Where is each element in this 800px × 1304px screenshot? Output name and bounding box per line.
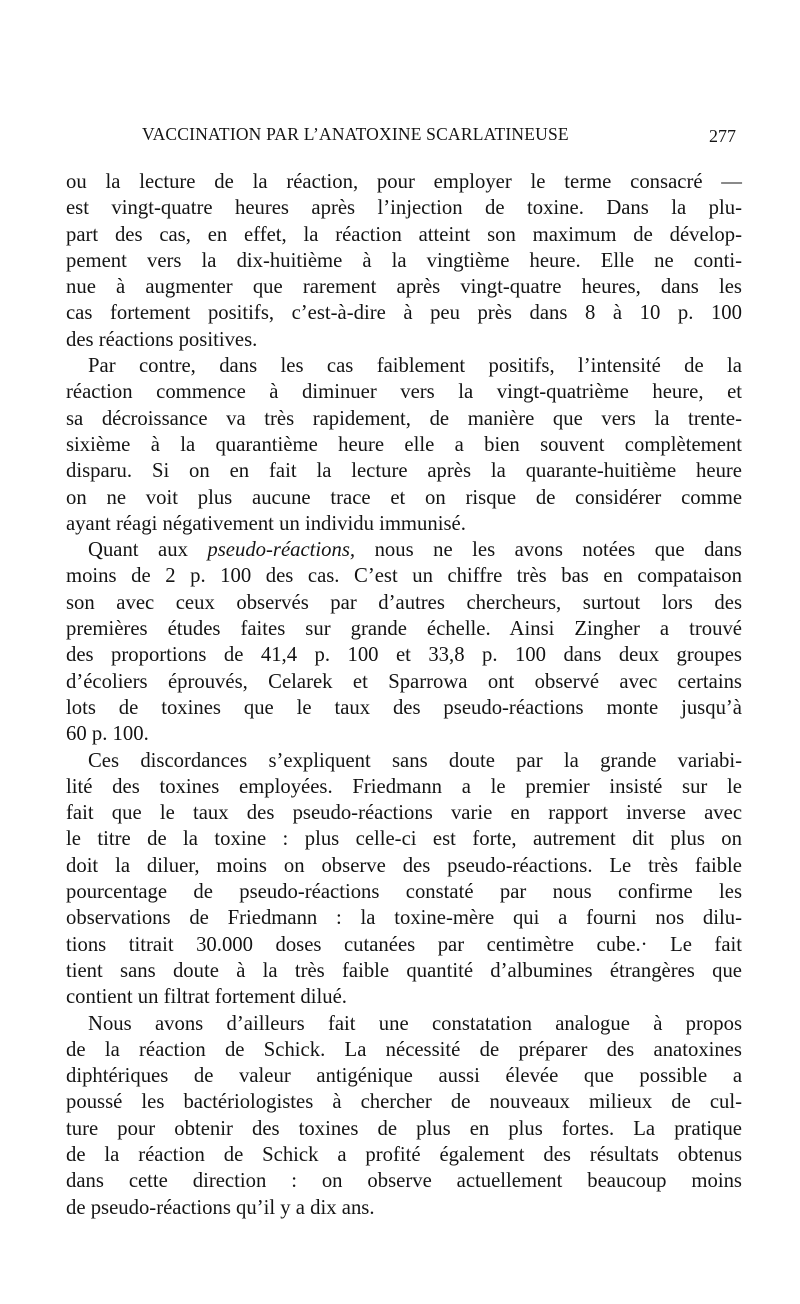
text-line: part des cas, en effet, la réaction atteint son maximum de dévelop-: [66, 223, 742, 246]
running-title: VACCINATION PAR L’ANATOXINE SCARLATINEUSE: [142, 124, 569, 144]
text-line: réaction commence à diminuer vers la vingt-quatrième heure, et: [66, 381, 742, 404]
text-line: 60 p. 100.: [66, 723, 149, 746]
text-line: observations de Friedmann : la toxine-mère qui a fourni nos dilu-: [66, 907, 742, 930]
text-line: des réactions positives.: [66, 328, 258, 351]
text-line: Nous avons d’ailleurs fait une constatation analogue à propos: [88, 1012, 742, 1035]
text-line: dans cette direction : on observe actuellement beaucoup moins: [66, 1170, 742, 1193]
text-run: Quant aux: [88, 539, 208, 562]
text-line: doit la diluer, moins on observe des pseudo-réactions. Le très faible: [66, 854, 742, 877]
text-line: [66, 537, 742, 563]
text-line: tions titrait 30.000 doses cutanées par centimètre cube.· Le fait: [66, 933, 742, 956]
text-line: de la réaction de Schick. La nécessité de préparer des anatoxines: [66, 1038, 742, 1061]
page-number: 277: [709, 126, 736, 146]
text-line: Ces discordances s’expliquent sans doute par la grande variabi-: [88, 749, 742, 772]
running-head: [66, 122, 742, 152]
text-line: sa décroissance va très rapidement, de manière que vers la trente-: [66, 407, 742, 430]
text-line: nue à augmenter que rarement après vingt-quatre heures, dans les: [66, 276, 742, 299]
paragraph-2: [66, 353, 742, 537]
text-line: ayant réagi négativement un individu immunisé.: [66, 512, 466, 535]
text-line: pement vers la dix-huitième à la vingtième heure. Elle ne conti-: [66, 249, 742, 272]
text-line: Par contre, dans les cas faiblement positifs, l’intensité de la: [88, 355, 742, 378]
text-line: de pseudo-réactions qu’il y a dix ans.: [66, 1196, 375, 1219]
text-line: ture pour obtenir des toxines de plus en plus fortes. La pratique: [66, 1117, 742, 1140]
text-line: son avec ceux observés par d’autres chercheurs, surtout lors des: [66, 591, 742, 614]
text-line: moins de 2 p. 100 des cas. C’est un chiffre très bas en compataison: [66, 565, 742, 588]
body-text: [66, 169, 742, 1221]
text-line: on ne voit plus aucune trace et on risque de considérer comme: [66, 486, 742, 509]
text-line: tient sans doute à la très faible quantité d’albumines étrangères que: [66, 959, 742, 982]
text-line: disparu. Si on en fait la lecture après la quarante-huitième heure: [66, 460, 742, 483]
text-line: fait que le taux des pseudo-réactions varie en rapport inverse avec: [66, 802, 742, 825]
paragraph-1: [66, 169, 742, 353]
text-line: premières études faites sur grande échelle. Ainsi Zingher a trouvé: [66, 618, 742, 641]
text-line: cas fortement positifs, c’est-à-dire à peu près dans 8 à 10 p. 100: [66, 302, 742, 325]
text-line: lots de toxines que le taux des pseudo-réactions monte jusqu’à: [66, 696, 742, 719]
text-line: des proportions de 41,4 p. 100 et 33,8 p. 100 dans deux groupes: [66, 644, 742, 667]
text-line: est vingt-quatre heures après l’injection de toxine. Dans la plu-: [66, 197, 742, 220]
text-line: de la réaction de Schick a profité également des résultats obtenus: [66, 1143, 742, 1166]
text-line: pourcentage de pseudo-réactions constaté par nous confirme les: [66, 881, 742, 904]
paragraph-3: [66, 537, 742, 747]
italic-term: pseudo-réactions,: [207, 539, 356, 562]
paragraph-4: [66, 748, 742, 1011]
text-run: nous ne les avons notées que dans: [355, 539, 742, 562]
text-line: sixième à la quarantième heure elle a bien souvent complètement: [66, 433, 742, 456]
text-line: poussé les bactériologistes à chercher de nouveaux milieux de cul-: [66, 1091, 742, 1114]
text-line: d’écoliers éprouvés, Celarek et Sparrowa ont observé avec certains: [66, 670, 742, 693]
text-line: diphtériques de valeur antigénique aussi élevée que possible a: [66, 1065, 742, 1088]
text-line: contient un filtrat fortement dilué.: [66, 986, 347, 1009]
paragraph-5: [66, 1011, 742, 1221]
text-line: lité des toxines employées. Friedmann a le premier insisté sur le: [66, 775, 742, 798]
text-line: le titre de la toxine : plus celle-ci est forte, autrement dit plus on: [66, 828, 742, 851]
text-line: ou la lecture de la réaction, pour employer le terme consacré —: [66, 171, 742, 193]
